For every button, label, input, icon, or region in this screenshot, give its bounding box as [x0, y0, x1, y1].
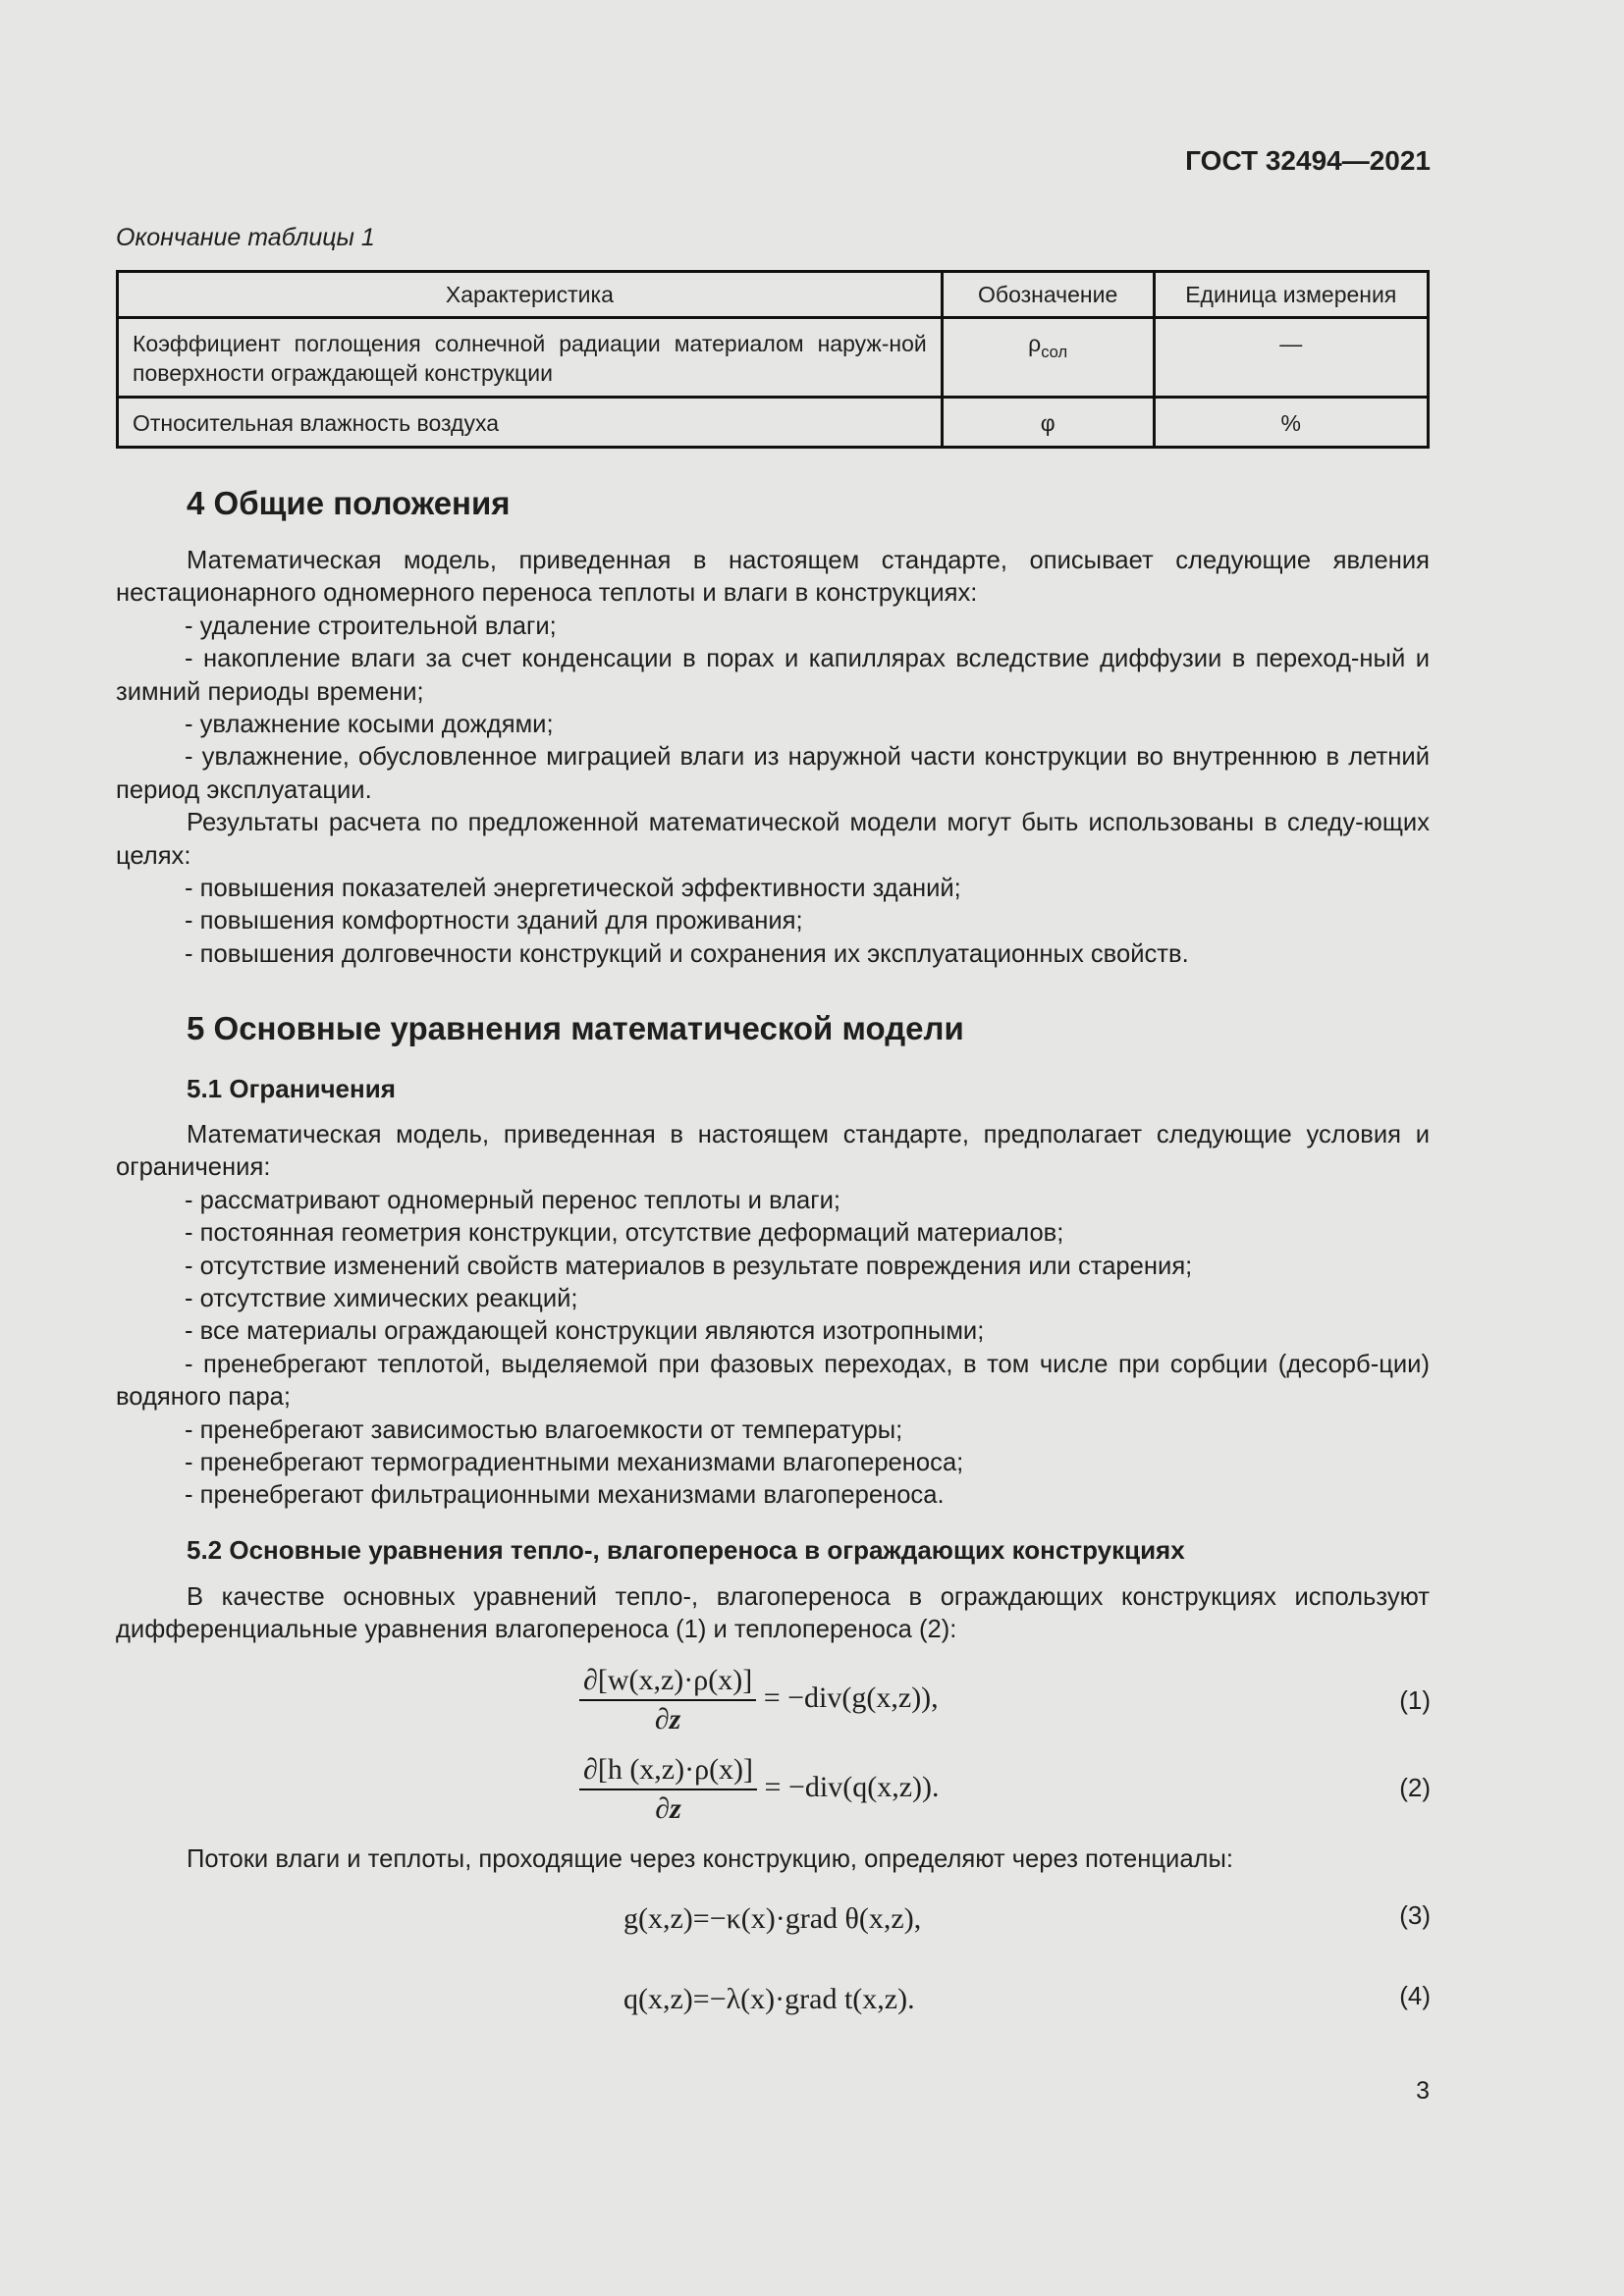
fraction [579, 1753, 757, 1826]
table-row [118, 398, 1429, 448]
numerator: ∂[h (x,z)·ρ(x)] [579, 1753, 757, 1790]
column-header: Единица измерения [1154, 272, 1428, 318]
unit-cell: % [1154, 398, 1428, 448]
list-item: - накопление влаги за счет конденсации в порах и капиллярах вследствие диффузии в переход-ный и зимний периоды времени; [116, 645, 1430, 706]
page-number: 3 [1416, 2077, 1430, 2105]
list-item: - пренебрегают фильтрационными механизмами влагопереноса. [185, 1481, 945, 1510]
list-item: - отсутствие изменений свойств материалов в результате повреждения или старения; [185, 1252, 1193, 1280]
subsection-5-2-title: 5.2 Основные уравнения тепло-, влагопереноса в ограждающих конструкциях [187, 1535, 1185, 1565]
characteristic-name: Относительная влажность воздуха [118, 398, 943, 448]
list-item: - отсутствие химических реакций; [185, 1285, 578, 1313]
denominator: ∂z [654, 1703, 681, 1735]
fraction [579, 1664, 756, 1736]
list-item: - пренебрегают термоградиентными механизмами влагопереноса; [185, 1449, 964, 1477]
symbol: φ [1040, 410, 1056, 436]
symbol: ρ [1028, 331, 1042, 356]
equation-number: (2) [1399, 1773, 1431, 1802]
list-item: - удаление строительной влаги; [185, 612, 557, 640]
paragraph: В качестве основных уравнений тепло-, влагопереноса в ограждающих конструкциях используют дифференциальные уравнения влагопереноса (1) и теплопереноса (2): [116, 1583, 1430, 1644]
list-item: - пренебрегают зависимостью влагоемкости от температуры; [185, 1415, 903, 1444]
equation-number: (4) [1399, 1981, 1431, 2010]
symbol-subscript: сол [1041, 342, 1068, 361]
column-header: Обозначение [942, 272, 1154, 318]
list-item: - увлажнение косыми дождями; [185, 711, 554, 739]
column-header: Характеристика [118, 272, 943, 318]
list-item: - увлажнение, обусловленное миграцией влаги из наружной части конструкции во внутреннюю в летний период эксплуатации. [116, 743, 1430, 804]
section-5-title: 5 Основные уравнения математической модели [187, 1010, 964, 1046]
list-item: - рассматривают одномерный перенос теплоты и влаги; [185, 1186, 841, 1214]
numerator: ∂[w(x,z)·ρ(x)] [579, 1664, 756, 1701]
section-5-1-body [116, 1119, 1430, 1513]
characteristic-name: Коэффициент поглощения солнечной радиации материалом наруж-ной поверхности ограждающей конструкции [118, 318, 943, 398]
equation-number: (1) [1399, 1685, 1431, 1715]
equation-1 [579, 1664, 939, 1736]
equation-4: q(x,z)=−λ(x)·grad t(x,z). [623, 1983, 915, 2015]
equation-3: g(x,z)=−κ(x)·grad θ(x,z), [623, 1902, 922, 1935]
table-caption: Окончание таблицы 1 [116, 224, 375, 251]
list-item: - все материалы ограждающей конструкции являются изотропными; [185, 1317, 985, 1346]
section-4-body [116, 545, 1430, 971]
characteristics-table [116, 270, 1430, 449]
equation-rhs: = −div(g(x,z)), [763, 1681, 939, 1714]
paragraph: Потоки влаги и теплоты, проходящие через конструкцию, определяют через потенциалы: [187, 1845, 1234, 1873]
symbol-cell [942, 318, 1154, 398]
equation-rhs: = −div(q(x,z)). [764, 1770, 940, 1803]
section-4-title: 4 Общие положения [187, 485, 511, 521]
equation-2 [579, 1753, 940, 1826]
list-item: - пренебрегают теплотой, выделяемой при фазовых переходах, в том числе при сорбции (десорб-ции) водяного пара; [116, 1350, 1430, 1412]
flows-paragraph-block [116, 1843, 1430, 1876]
paragraph: Математическая модель, приведенная в настоящем стандарте, предполагает следующие условия и ограничения: [116, 1121, 1430, 1182]
standard-id: ГОСТ 32494—2021 [1185, 145, 1431, 176]
list-item: - постоянная геометрия конструкции, отсутствие деформаций материалов; [185, 1219, 1064, 1248]
table-header-row [118, 272, 1429, 318]
denominator: ∂z [655, 1792, 681, 1825]
table-row [118, 318, 1429, 398]
unit-cell: — [1154, 318, 1428, 398]
list-item: - повышения комфортности зданий для проживания; [185, 907, 803, 935]
list-item: - повышения долговечности конструкций и сохранения их эксплуатационных свойств. [185, 939, 1189, 968]
section-5-2-body [116, 1581, 1430, 1647]
paragraph: Результаты расчета по предложенной математической модели могут быть использованы в следу-ющих целях: [116, 809, 1430, 870]
list-item: - повышения показателей энергетической эффективности зданий; [185, 875, 961, 903]
paragraph: Математическая модель, приведенная в настоящем стандарте, описывает следующие явления нестационарного одномерного переноса теплоты и влаги в конструкциях: [116, 547, 1430, 608]
subsection-5-1-title: 5.1 Ограничения [187, 1074, 396, 1103]
symbol-cell [942, 398, 1154, 448]
equation-number: (3) [1399, 1900, 1431, 1930]
